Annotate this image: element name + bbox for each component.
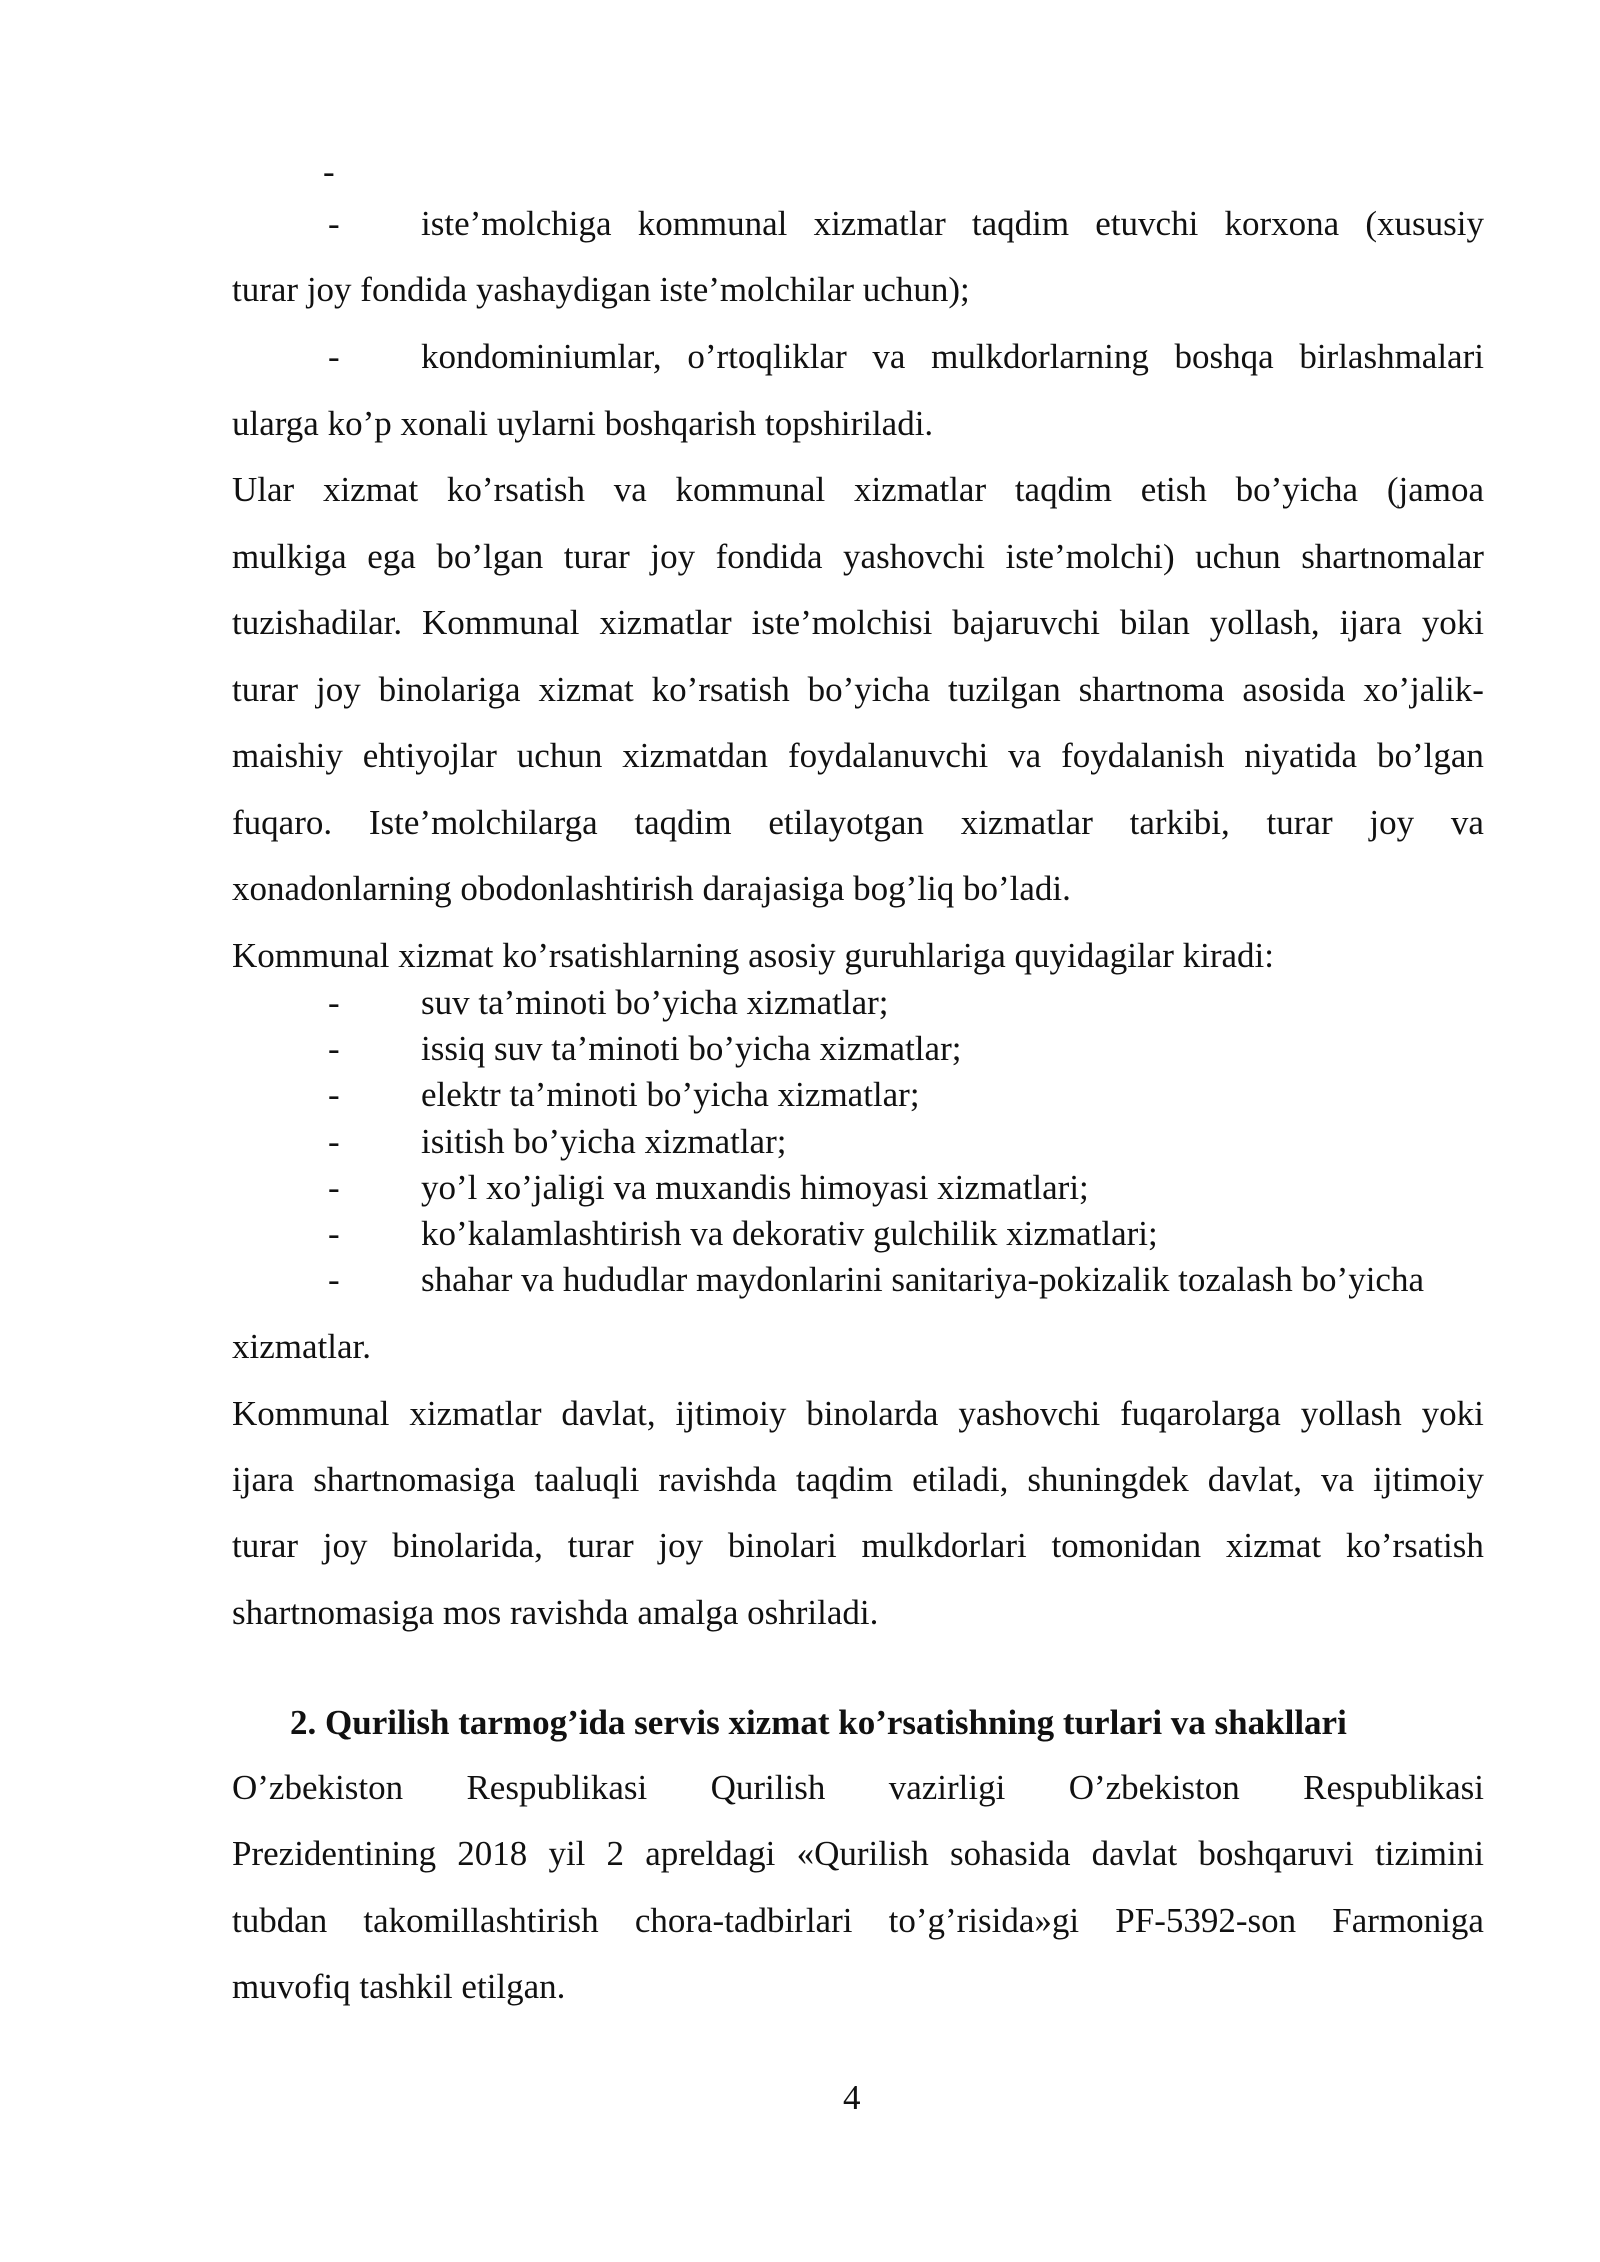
word: ko’rsatish: [446, 470, 585, 509]
word: shartnomasiga: [313, 1460, 516, 1499]
word: O’zbekiston: [1068, 1768, 1240, 1807]
list-item: suv ta’minoti bo’yicha xizmatlar;: [421, 983, 889, 1022]
word: fondida: [715, 537, 823, 576]
word: asosida: [1242, 670, 1346, 709]
bullet-marker: -: [328, 1214, 340, 1253]
word: bo’yicha: [807, 670, 931, 709]
word: xizmatlar: [960, 803, 1093, 842]
word: ko’rsatish: [651, 670, 790, 709]
paragraph-line: [232, 668, 1484, 712]
bullet-marker: -: [328, 337, 340, 376]
word: joy: [1369, 803, 1415, 842]
word: bo’yicha: [1235, 470, 1359, 509]
paragraph-line: [232, 1832, 1484, 1876]
list-item: elektr ta’minoti bo’yicha xizmatlar;: [421, 1075, 920, 1114]
word: yashovchi: [958, 1394, 1101, 1433]
word: ijara: [232, 1460, 295, 1499]
word: joy: [322, 1526, 368, 1565]
word: etuvchi: [1095, 204, 1199, 243]
word: ko’rsatish: [1345, 1526, 1484, 1565]
word: vazirligi: [888, 1768, 1006, 1807]
word: taqdim: [634, 803, 732, 842]
word: binolariga: [378, 670, 521, 709]
word: etiladi,: [912, 1460, 1009, 1499]
word: tubdan: [232, 1901, 328, 1940]
word: «Qurilish: [796, 1834, 929, 1873]
word: va: [1450, 803, 1484, 842]
word: to’g’risida»gi: [888, 1901, 1080, 1940]
word: ijtimoiy: [1373, 1460, 1484, 1499]
list-item-continuation: xizmatlar.: [232, 1327, 371, 1366]
word: shuningdek: [1027, 1460, 1189, 1499]
paragraph-line: muvofiq tashkil etilgan.: [232, 1967, 566, 2006]
word: mulkdorlarning: [931, 337, 1149, 376]
word: Iste’molchilarga: [368, 803, 598, 842]
bullet-line: [421, 335, 1484, 379]
bullet-marker: -: [328, 1168, 340, 1207]
word: xizmatlar: [853, 470, 987, 509]
word: taqdim: [795, 1460, 894, 1499]
word: iste’molchisi: [751, 603, 933, 642]
word: xizmatlar: [409, 1394, 542, 1433]
word: niyatida: [1244, 736, 1358, 775]
word: maishiy: [232, 736, 343, 775]
word: iste’molchiga: [421, 204, 612, 243]
word: binolarda: [806, 1394, 939, 1433]
word: Respublikasi: [1303, 1768, 1484, 1807]
word: xizmat: [322, 470, 419, 509]
bullet-line: [421, 202, 1484, 246]
word: birlashmalari: [1299, 337, 1484, 376]
paragraph-line: xonadonlarning obodonlashtirish darajasiga bog’liq bo’ladi.: [232, 869, 1071, 908]
page-number: 4: [843, 2078, 861, 2117]
word: yashovchi: [843, 537, 985, 576]
word: Respublikasi: [466, 1768, 648, 1807]
word: ravishda: [658, 1460, 777, 1499]
word: va: [1008, 736, 1042, 775]
word: etilayotgan: [768, 803, 924, 842]
word: Kommunal: [422, 603, 580, 642]
word: joy: [650, 537, 696, 576]
paragraph-line: [232, 1899, 1484, 1943]
word: yoki: [1421, 603, 1484, 642]
word: mulkiga: [232, 537, 347, 576]
word: mulkdorlari: [861, 1526, 1027, 1565]
text-line: turar joy fondida yashaydigan iste’molchilar uchun);: [232, 270, 970, 309]
word: foydalanuvchi: [787, 736, 989, 775]
word: xizmatlar: [813, 204, 946, 243]
word: foydalanish: [1061, 736, 1225, 775]
word: bilan: [1119, 603, 1190, 642]
paragraph-line: [232, 734, 1484, 778]
list-item: ko’kalamlashtirish va dekorativ gulchilik xizmatlari;: [421, 1214, 1158, 1253]
word: turar: [232, 670, 299, 709]
word: taaluqli: [534, 1460, 640, 1499]
word: shartnoma: [1078, 670, 1225, 709]
word: turar: [563, 537, 630, 576]
word: fuqarolarga: [1120, 1394, 1281, 1433]
bullet-marker: -: [328, 204, 340, 243]
word: turar: [1266, 803, 1333, 842]
word: ijara: [1339, 603, 1402, 642]
word: yoki: [1421, 1394, 1484, 1433]
paragraph-line: [232, 601, 1484, 645]
word: O’zbekiston: [232, 1768, 404, 1807]
bullet-marker: -: [328, 1122, 340, 1161]
word: va: [1321, 1460, 1355, 1499]
list-item: issiq suv ta’minoti bo’yicha xizmatlar;: [421, 1029, 962, 1068]
paragraph-line: shartnomasiga mos ravishda amalga oshriladi.: [232, 1593, 879, 1632]
word: bajaruvchi: [952, 603, 1100, 642]
word: davlat,: [1207, 1460, 1303, 1499]
list-item: yo’l xo’jaligi va muxandis himoyasi xizmatlari;: [421, 1168, 1089, 1207]
word: tomonidan: [1051, 1526, 1202, 1565]
bullet-marker: -: [328, 1260, 340, 1299]
word: etish: [1140, 470, 1207, 509]
word: boshqa: [1174, 337, 1274, 376]
word: davlat,: [561, 1394, 656, 1433]
word: joy: [316, 670, 361, 709]
paragraph-line: [232, 1766, 1484, 1810]
list-intro: Kommunal xizmat ko’rsatishlarning asosiy guruhlariga quyidagilar kiradi:: [232, 936, 1274, 975]
word: ega: [367, 537, 416, 576]
word: yil: [548, 1834, 586, 1873]
word: va: [872, 337, 906, 376]
text-line: ularga ko’p xonali uylarni boshqarish topshiriladi.: [232, 404, 934, 443]
paragraph-line: [232, 801, 1484, 845]
paragraph-line: [232, 535, 1484, 579]
word: sohasida: [949, 1834, 1071, 1873]
bullet-marker: -: [328, 1075, 340, 1114]
word: bo’lgan: [1376, 736, 1484, 775]
word: binolarida,: [392, 1526, 543, 1565]
paragraph-line: [232, 1458, 1484, 1502]
list-item: shahar va hududlar maydonlarini sanitariya-pokizalik tozalash bo’yicha: [421, 1260, 1424, 1299]
word: tarkibi,: [1129, 803, 1230, 842]
word: takomillashtirish: [363, 1901, 599, 1940]
word: Kommunal: [232, 1394, 390, 1433]
word: shartnomalar: [1301, 537, 1484, 576]
word: uchun: [516, 736, 603, 775]
bullet-marker: -: [328, 983, 340, 1022]
word: va: [613, 470, 647, 509]
word: xizmatlar: [599, 603, 732, 642]
word: boshqaruvi: [1198, 1834, 1354, 1873]
word: ijtimoiy: [675, 1394, 787, 1433]
word: yollash,: [1209, 603, 1320, 642]
list-item: isitish bo’yicha xizmatlar;: [421, 1122, 787, 1161]
word: ehtiyojlar: [362, 736, 497, 775]
word: tuzilgan: [948, 670, 1061, 709]
word: 2: [606, 1834, 625, 1873]
word: kommunal: [637, 204, 788, 243]
word: yollash: [1300, 1394, 1402, 1433]
paragraph-line: [232, 1392, 1484, 1436]
word: turar: [567, 1526, 634, 1565]
word: fuqaro.: [232, 803, 333, 842]
section-heading: 2. Qurilish tarmog’ida servis xizmat ko’rsatishning turlari va shakllari: [290, 1703, 1347, 1742]
word: o’rtoqliklar: [687, 337, 847, 376]
word: xizmat: [538, 670, 634, 709]
word: tuzishadilar.: [232, 603, 403, 642]
paragraph-line: [232, 1524, 1484, 1568]
word: joy: [658, 1526, 704, 1565]
word: (xususiy: [1365, 204, 1484, 243]
word: uchun: [1195, 537, 1281, 576]
word: tizimini: [1375, 1834, 1484, 1873]
stray-dash: -: [323, 152, 335, 191]
word: xo’jalik-: [1363, 670, 1484, 709]
word: xizmatdan: [622, 736, 769, 775]
word: iste’molchi): [1005, 537, 1175, 576]
word: chora-tadbirlari: [634, 1901, 853, 1940]
word: davlat: [1091, 1834, 1178, 1873]
word: bo’lgan: [436, 537, 544, 576]
word: binolari: [727, 1526, 837, 1565]
word: PF-5392-son: [1115, 1901, 1297, 1940]
word: 2018: [457, 1834, 528, 1873]
word: kondominiumlar,: [421, 337, 662, 376]
word: korxona: [1224, 204, 1340, 243]
word: Ular: [232, 470, 295, 509]
word: kommunal: [675, 470, 826, 509]
word: turar: [232, 1526, 299, 1565]
word: apreldagi: [645, 1834, 776, 1873]
word: taqdim: [971, 204, 1070, 243]
paragraph-line: [232, 468, 1484, 512]
word: taqdim: [1014, 470, 1113, 509]
word: xizmat: [1225, 1526, 1322, 1565]
word: Prezidentining: [232, 1834, 437, 1873]
bullet-marker: -: [328, 1029, 340, 1068]
word: (jamoa: [1386, 470, 1484, 509]
word: Qurilish: [710, 1768, 826, 1807]
word: Farmoniga: [1332, 1901, 1484, 1940]
